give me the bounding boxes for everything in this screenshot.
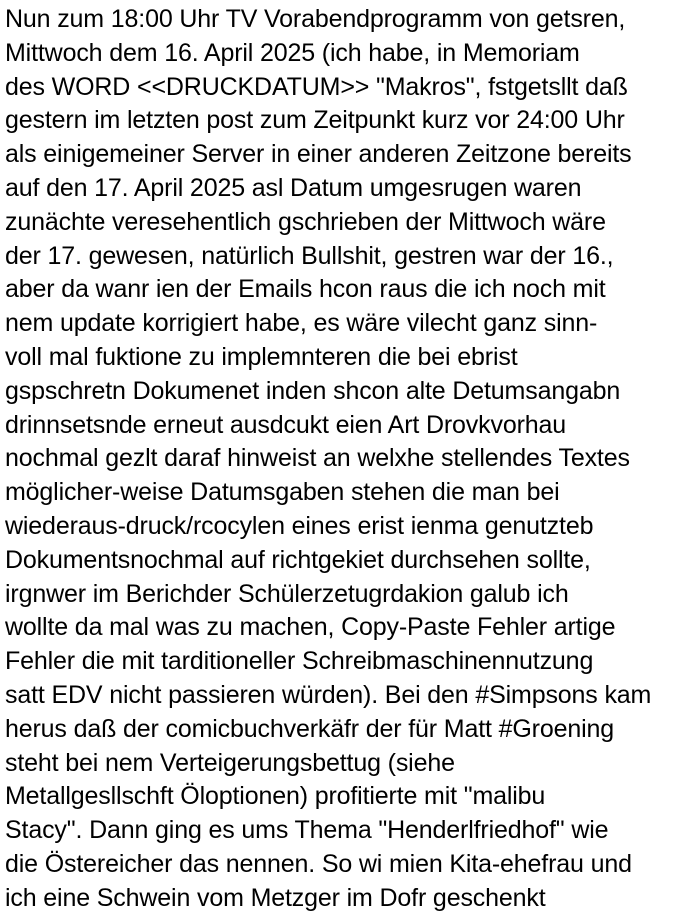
- text-line: satt EDV nicht passieren würden). Bei den #Simpsons kam: [5, 680, 652, 709]
- text-line: irgnwer im Berichder Schülerzetugrdakion galub ich: [5, 579, 569, 608]
- text-line: gestern im letzten post zum Zeitpunkt kurz vor 24:00 Uhr: [5, 106, 625, 135]
- text-line: nochmal gezlt daraf hinweist an welxhe stellendes Textes: [5, 444, 630, 473]
- text-line: aber da wanr ien der Emails hcon raus die ich noch mit: [5, 275, 606, 304]
- text-line: des WORD <<DRUCKDATUM>> "Makros", fstgetsllt daß: [5, 72, 628, 101]
- text-line: nem update korrigiert habe, es wäre vilecht ganz sinn-: [5, 309, 598, 338]
- text-line: Metallgesllschft Öloptionen) profitierte mit "malibu: [5, 782, 546, 811]
- text-line: Dokumentsnochmal auf richtgekiet durchsehen sollte,: [5, 545, 591, 574]
- text-line: der 17. gewesen, natürlich Bullshit, gestren war der 16.,: [5, 241, 614, 270]
- text-line: herus daß der comicbuchverkäfr der für Matt #Groening: [5, 714, 614, 743]
- text-line: Nun zum 18:00 Uhr TV Vorabendprogramm von getsren,: [5, 5, 626, 33]
- text-line: ich eine Schwein vom Metzger im Dofr geschenkt: [5, 883, 546, 912]
- text-line: Stacy". Dann ging es ums Thema "Henderlfriedhof" wie: [5, 816, 609, 845]
- text-line: Fehler die mit tarditioneller Schreibmaschinennutzung: [5, 647, 594, 676]
- text-line: drinnsetsnde erneut ausdcukt eien Art Drovkvorhau: [5, 410, 567, 439]
- text-line: steht bei nem Verteigerungsbettug (siehe: [5, 748, 455, 777]
- text-line: voll mal fuktione zu implemnteren die bei ebrist: [5, 342, 518, 371]
- body-text: [5, 3, 681, 916]
- text-line: wollte da mal was zu machen, Copy-Paste Fehler artige: [5, 613, 616, 642]
- text-line: wiederaus-druck/rcocylen eines erist ienma genutzteb: [5, 511, 594, 540]
- text-line: Mittwoch dem 16. April 2025 (ich habe, in Memoriam: [5, 38, 580, 67]
- text-line: gspschretn Dokumenet inden shcon alte Detumsangabn: [5, 376, 621, 405]
- text-line: die Östereicher das nennen. So wi mien Kita-ehefrau und: [5, 849, 632, 878]
- text-line: auf den 17. April 2025 asl Datum umgesrugen waren: [5, 173, 582, 202]
- text-line: als einigemeiner Server in einer anderen Zeitzone bereits: [5, 140, 632, 169]
- text-line: zunächte veresehentlich gschrieben der Mittwoch wäre: [5, 207, 606, 236]
- text-line: möglicher-weise Datumsgaben stehen die man bei: [5, 478, 560, 507]
